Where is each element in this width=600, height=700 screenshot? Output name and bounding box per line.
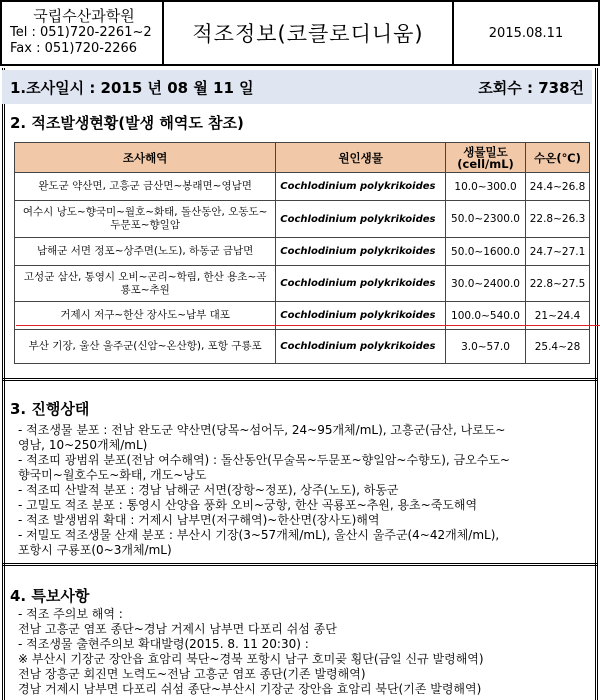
table-row	[15, 201, 590, 238]
section-4-title: 4. 특보사항	[10, 587, 90, 605]
report-date: 2015.08.11	[488, 25, 564, 41]
organism-cell: Cochlodinium polykrikoides	[276, 302, 446, 330]
col-header-area: 조사해역	[15, 143, 276, 173]
temp-cell: 22.8~27.5	[526, 266, 590, 302]
report-line: - 적조생물 출현주의보 확대발령(2015. 8. 11 20:30) :	[18, 637, 309, 651]
table-row	[15, 238, 590, 266]
table-header-row	[15, 143, 590, 173]
report-line: 전남 장흥군 회진면 노력도~전남 고흥군 염포 종단(기존 발령해역)	[18, 667, 366, 681]
agency-name: 국립수산과학원	[33, 7, 135, 25]
agency-fax: Fax : 051)720-2266	[10, 41, 138, 56]
red-tide-status-table	[14, 142, 590, 364]
report-line: ※ 부산시 기장군 장안읍 효암리 북단~경북 포항시 남구 호미곶 횡단(금일 신규 발령해역)	[18, 652, 484, 666]
highlight-underline	[16, 325, 600, 326]
section-divider	[2, 378, 598, 381]
status-line: - 적조띠 산발적 분포 : 경남 남해군 서면(장항~정포), 상주(노도), 하동군	[18, 483, 399, 497]
area-cell: 완도군 약산면, 고흥군 금산면~봉래면~영남면	[15, 173, 276, 201]
status-line: - 고밀도 적조 분포 : 통영시 산양읍 풍화 오비~궁항, 한산 곡룡포~추원, 용초~죽도해역	[18, 498, 478, 512]
organism-cell: Cochlodinium polykrikoides	[276, 173, 446, 201]
special-report-text	[18, 607, 593, 697]
density-cell: 10.0~300.0	[446, 173, 526, 201]
survey-info-bar	[2, 70, 592, 104]
col-header-organism: 원인생물	[276, 143, 446, 173]
area-cell: 거제시 저구~한산 장사도~남부 대포	[15, 302, 276, 330]
survey-date: 1.조사일시 : 2015 년 08 월 11 일	[10, 78, 254, 97]
table-row	[15, 330, 590, 364]
agency-tel: Tel : 051)720-2261~2	[10, 25, 152, 40]
section-2-title: 2. 적조발생현황(발생 해역도 참조)	[10, 114, 244, 132]
status-line: 영남, 10~250개체/mL)	[18, 438, 148, 452]
table-row	[15, 266, 590, 302]
temp-cell: 24.4~26.8	[526, 173, 590, 201]
temp-cell: 24.7~27.1	[526, 238, 590, 266]
density-cell: 50.0~2300.0	[446, 201, 526, 238]
report-line: - 적조 주의보 해역 :	[18, 607, 123, 621]
organism-cell: Cochlodinium polykrikoides	[276, 266, 446, 302]
area-cell: 고성군 삼산, 통영시 오비~곤리~학림, 한산 용초~곡룡포~추원	[15, 266, 276, 302]
temp-cell: 21~24.4	[526, 302, 590, 330]
temp-cell: 25.4~28	[526, 330, 590, 364]
density-cell: 30.0~2400.0	[446, 266, 526, 302]
col-header-density: 생물밀도 (cell/mL)	[446, 143, 526, 173]
density-cell: 100.0~540.0	[446, 302, 526, 330]
report-header	[0, 0, 600, 66]
table-row	[15, 173, 590, 201]
organism-cell: Cochlodinium polykrikoides	[276, 201, 446, 238]
section-divider	[2, 563, 598, 566]
status-line: - 적조 발생범위 확대 : 거제시 남부면(저구해역)~한산면(장사도)해역	[18, 513, 380, 527]
status-line: - 적조띠 광범위 분포(전남 여수해역) : 돌산동안(무술목~두문포~향일암~수향도), 금오수도~	[18, 453, 510, 467]
organism-cell: Cochlodinium polykrikoides	[276, 238, 446, 266]
area-cell: 남해군 서면 정포~상주면(노도), 하동군 금남면	[15, 238, 276, 266]
view-count: 조회수 : 738건	[478, 78, 584, 97]
organism-cell: Cochlodinium polykrikoides	[276, 330, 446, 364]
density-cell: 50.0~1600.0	[446, 238, 526, 266]
report-line: 전남 고흥군 염포 종단~경남 거제시 남부면 다포리 쉬섬 종단	[18, 622, 337, 636]
section-3-title: 3. 진행상태	[10, 400, 90, 418]
area-cell: 여수시 낭도~향국미~월호~화태, 돌산동안, 오동도~두문포~향일암	[15, 201, 276, 238]
density-cell: 3.0~57.0	[446, 330, 526, 364]
status-line: 포항시 구룡포(0~3개체/mL)	[18, 543, 172, 557]
col-header-temp: 수온(℃)	[526, 143, 590, 173]
status-line: - 저밀도 적조생물 산재 분포 : 부산시 기장(3~57개체/mL), 울산시 울주군(4~42개체/mL),	[18, 528, 500, 542]
temp-cell: 22.8~26.3	[526, 201, 590, 238]
agency-contact-block	[2, 2, 164, 64]
area-cell: 부산 기장, 울산 울주군(신암~온산항), 포항 구룡포	[15, 330, 276, 364]
status-line: - 적조생물 분포 : 전남 완도군 약산면(당목~섬어두, 24~95개체/mL), 고흥군(금산, 나로도~	[18, 423, 506, 437]
progress-status-text	[18, 423, 593, 558]
report-title: 적조정보(코클로디니움)	[164, 2, 454, 64]
report-line: 경남 거제시 남부면 다포리 쉬섬 종단~부산시 기장군 장안읍 효암리 북단(기존 발령해역)	[18, 682, 482, 696]
status-line: 향국미~월호수도~화태, 개도~낭도	[18, 468, 207, 482]
